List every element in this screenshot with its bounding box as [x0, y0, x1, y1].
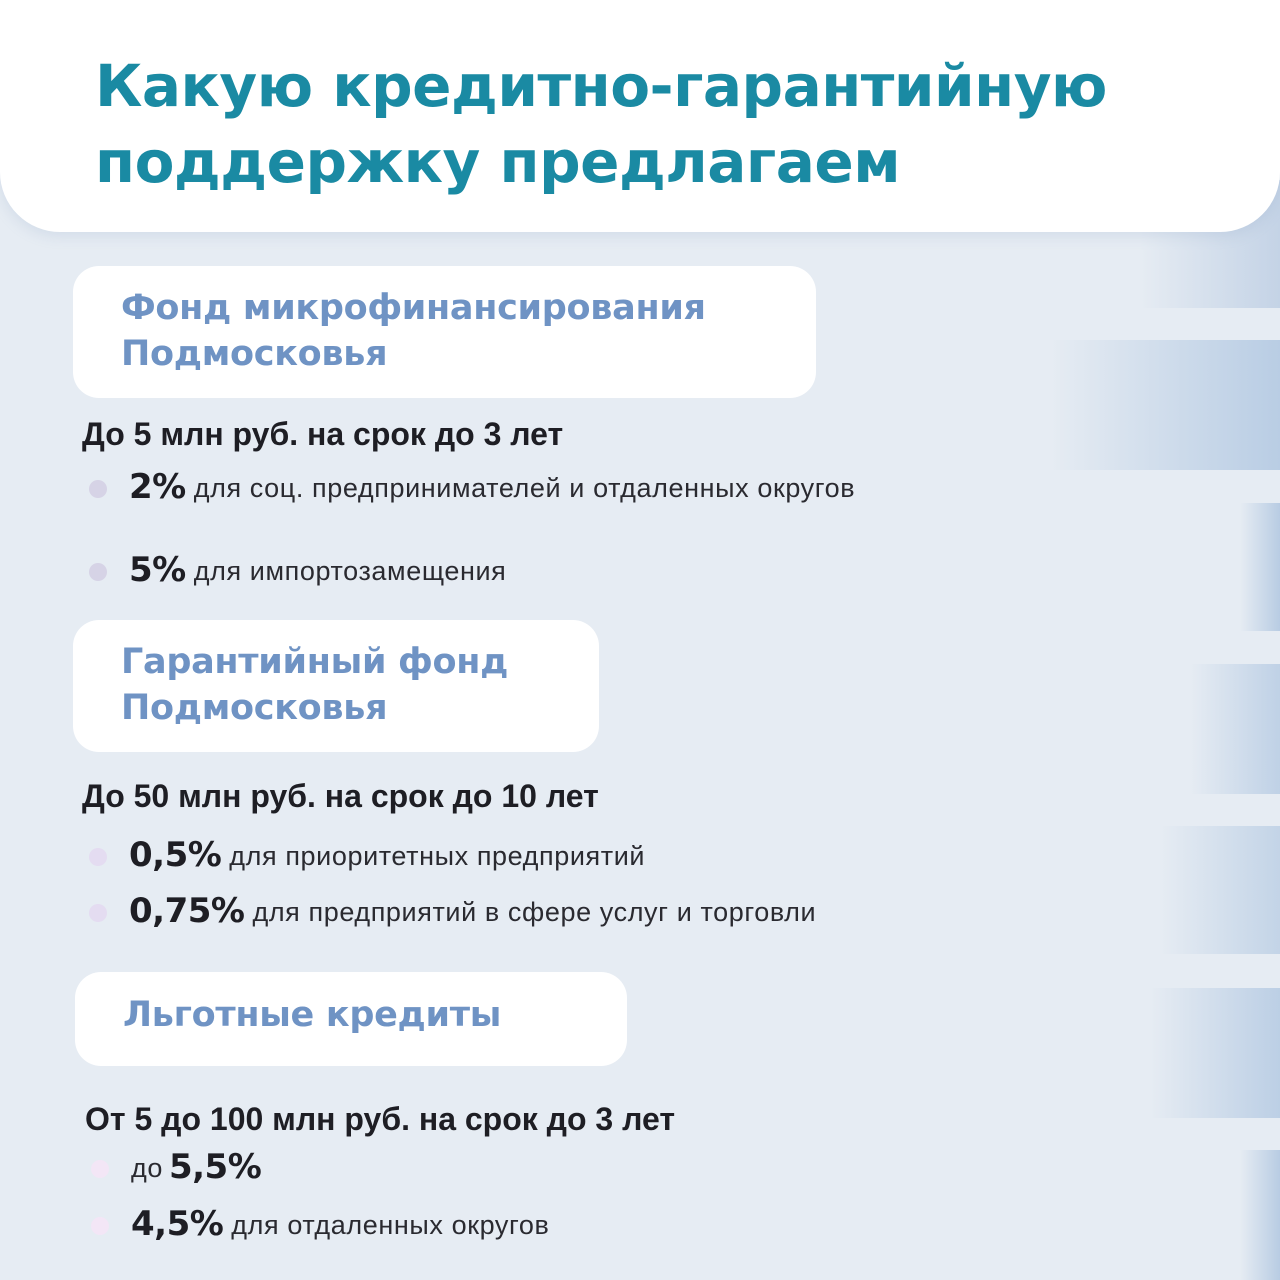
section-card-loans — [75, 972, 627, 1066]
section-title: Льготные кредиты — [123, 995, 502, 1035]
rate-value: 5% — [129, 550, 186, 590]
rate-prefix: до — [131, 1153, 163, 1183]
rate-description: для импортозамещения — [193, 556, 507, 586]
bullet-dot — [89, 480, 107, 498]
bullet-dot — [89, 848, 107, 866]
header-card — [0, 0, 1280, 232]
list-item — [89, 467, 909, 507]
bullet-dot — [91, 1160, 109, 1178]
section-card-microfinance — [73, 266, 816, 398]
list-item — [91, 1147, 691, 1187]
section-title: Гарантийный фонд Подмосковья — [121, 642, 509, 728]
list-item — [89, 891, 989, 931]
section-card-guarantee — [73, 620, 599, 752]
section-title: Фонд микрофинансирования Подмосковья — [121, 288, 706, 374]
rate-value: 0,75% — [129, 891, 245, 931]
list-item — [89, 835, 989, 875]
list-item — [89, 550, 909, 590]
list-item — [91, 1204, 791, 1244]
rate-value: 0,5% — [129, 835, 222, 875]
rate-value: 4,5% — [131, 1204, 224, 1244]
rate-description: для соц. предпринимателей и отдаленных округов — [193, 473, 856, 503]
page-title: Какую кредитно-гарантийную поддержку предлагаем — [95, 52, 1107, 196]
section-subtitle: До 50 млн руб. на срок до 10 лет — [82, 778, 599, 814]
bullet-dot — [89, 563, 107, 581]
section-subtitle: От 5 до 100 млн руб. на срок до 3 лет — [85, 1101, 676, 1137]
rate-value: 5,5% — [168, 1147, 262, 1187]
rate-description: для отдаленных округов — [231, 1210, 550, 1240]
section-subtitle: До 5 млн руб. на срок до 3 лет — [82, 416, 564, 452]
bullet-dot — [91, 1217, 109, 1235]
rate-description: для предприятий в сфере услуг и торговли — [252, 897, 817, 927]
bullet-dot — [89, 904, 107, 922]
rate-value: 2% — [129, 467, 186, 507]
rate-description: для приоритетных предприятий — [229, 841, 646, 871]
